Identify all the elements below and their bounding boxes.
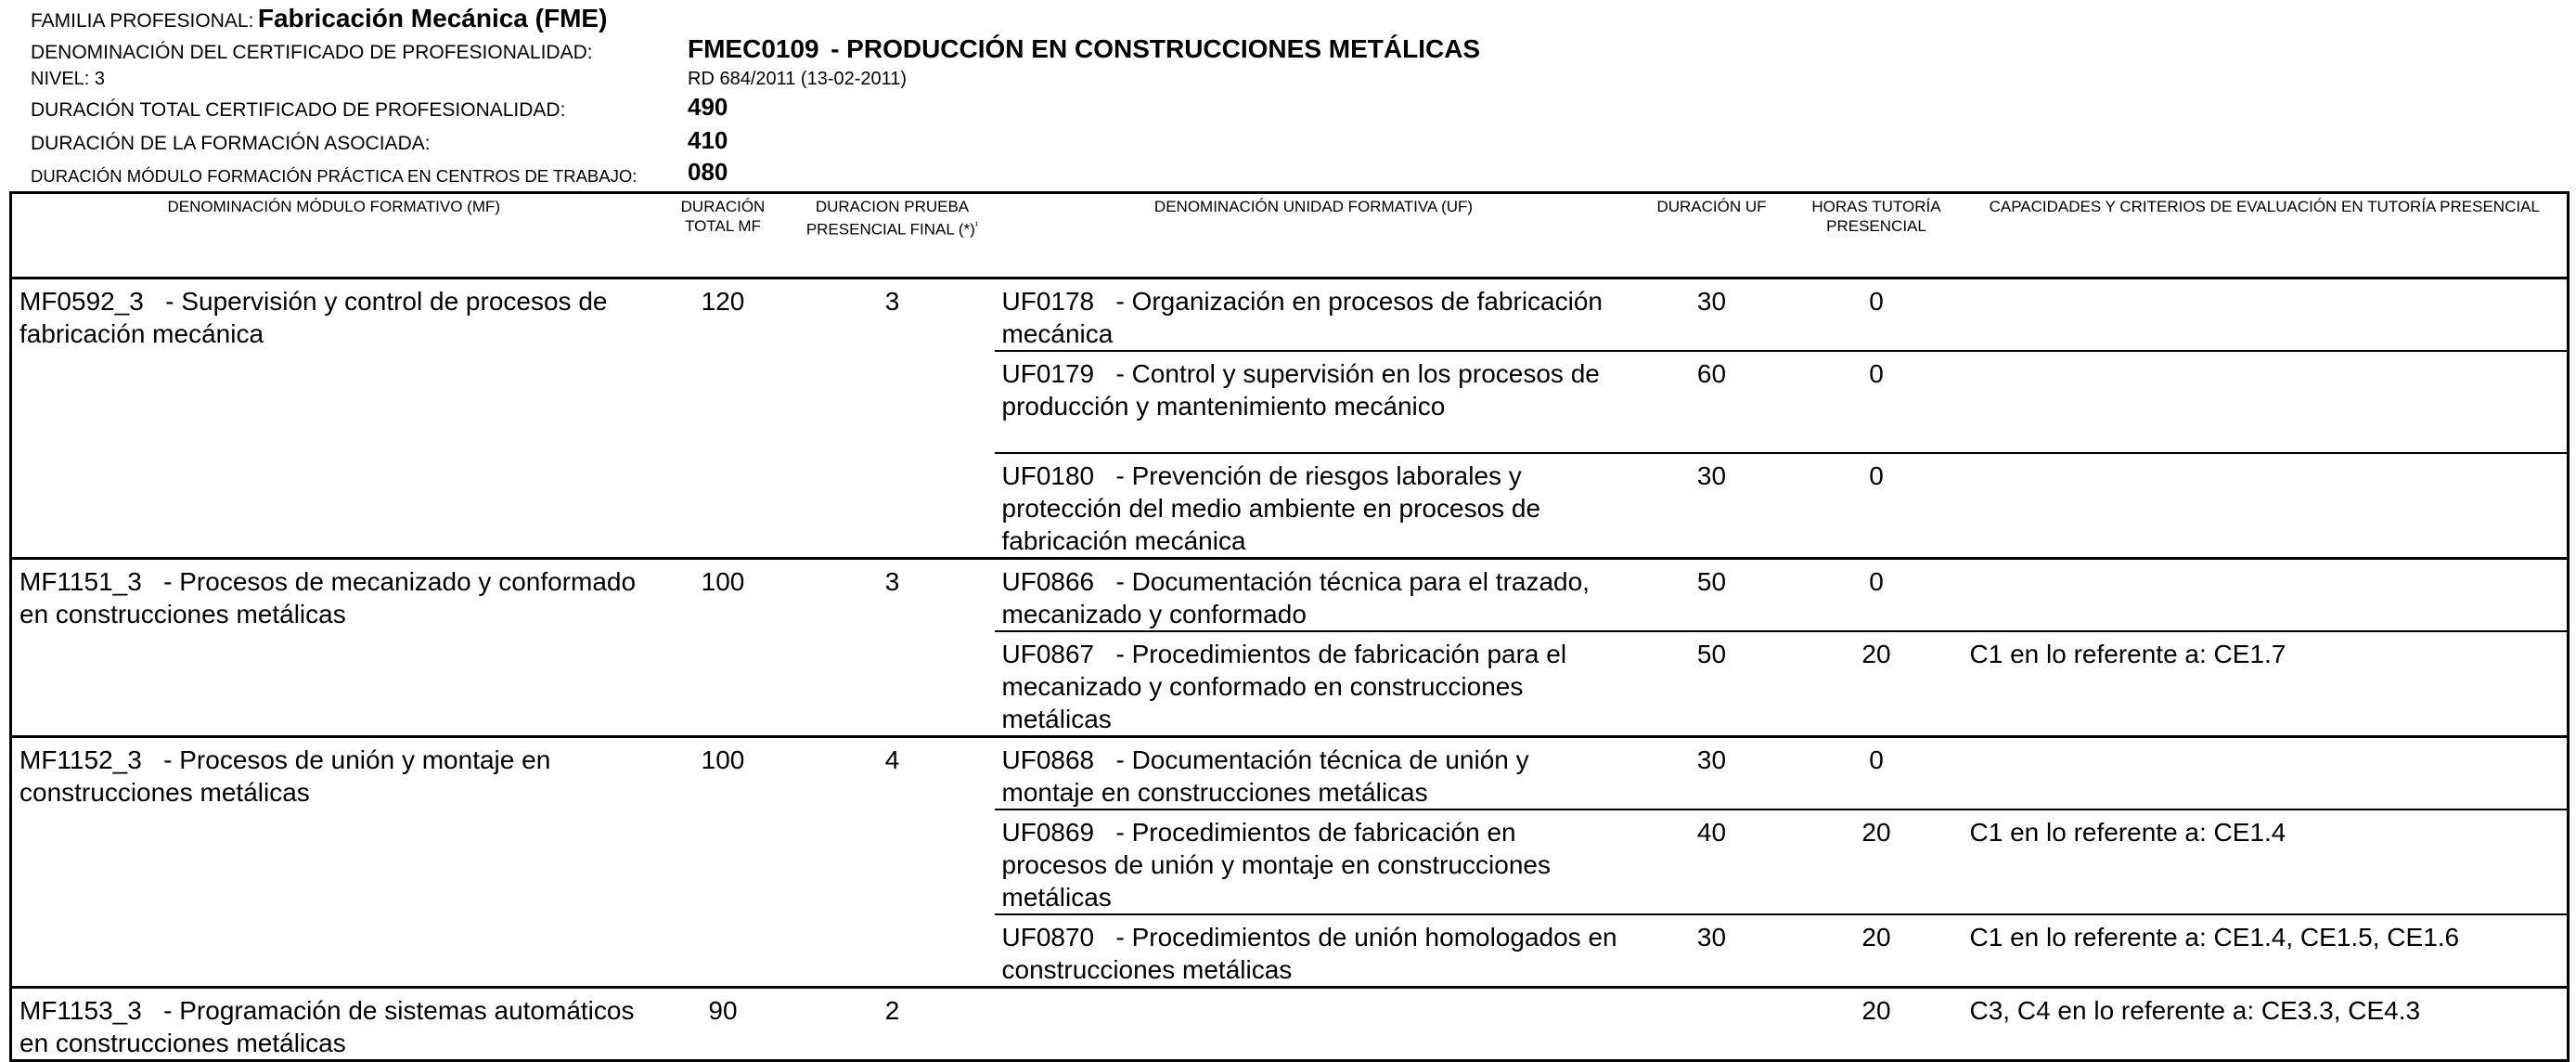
- unit-duracion: 30: [1633, 914, 1791, 988]
- duracion-practica-label: DURACIÓN MÓDULO FORMACIÓN PRÁCTICA EN CENTROS DE TRABAJO:: [31, 166, 638, 186]
- module-cell: [11, 278, 656, 559]
- unit-code: UF0870: [1001, 923, 1095, 952]
- certificado-name: - PRODUCCIÓN EN CONSTRUCCIONES METÁLICAS: [831, 34, 1481, 63]
- familia-label: FAMILIA PROFESIONAL:: [31, 10, 254, 32]
- duracion-total-value: 490: [688, 93, 728, 121]
- module-cell: [11, 559, 656, 737]
- unit-horas: 0: [1791, 351, 1963, 453]
- unit-capacidades: [1963, 737, 2569, 810]
- col-header-uf: DENOMINACIÓN UNIDAD FORMATIVA (UF): [995, 193, 1633, 278]
- unit-cell: [995, 737, 1633, 810]
- table-header-row: [11, 193, 2569, 278]
- module-name: - Procesos de unión y montaje en construcciones metálicas: [19, 745, 551, 807]
- table-row: [11, 737, 2569, 810]
- unit-code: UF0867: [1001, 640, 1095, 668]
- col-header-prueba-text: DURACION PRUEBA PRESENCIAL FINAL (*): [805, 198, 975, 239]
- unit-cell: [995, 988, 1633, 1061]
- unit-name: - Prevención de riesgos laborales y protección del medio ambiente en procesos de fabricación mecánica: [1001, 461, 1541, 555]
- unit-duracion: 30: [1633, 737, 1791, 810]
- unit-code: UF0868: [1001, 745, 1095, 774]
- familia-line: [31, 4, 607, 33]
- module-cell: [11, 737, 656, 988]
- module-cell: [11, 988, 656, 1061]
- duracion-total-label: DURACIÓN TOTAL CERTIFICADO DE PROFESIONALIDAD:: [31, 99, 566, 121]
- col-header-cap: CAPACIDADES Y CRITERIOS DE EVALUACIÓN EN TUTORÍA PRESENCIAL: [1963, 193, 2569, 278]
- unit-capacidades: C1 en lo referente a: CE1.7: [1963, 631, 2569, 737]
- unit-horas: 20: [1791, 631, 1963, 737]
- col-header-horas: HORAS TUTORÍA PRESENCIAL: [1791, 193, 1963, 278]
- unit-cell: [995, 914, 1633, 988]
- col-header-mf: DENOMINACIÓN MÓDULO FORMATIVO (MF): [11, 193, 656, 278]
- unit-duracion: 50: [1633, 631, 1791, 737]
- modules-table: [9, 191, 2570, 1062]
- module-code: MF1153_3: [19, 996, 142, 1025]
- module-duracion: 90: [656, 988, 791, 1061]
- col-header-prueba-mark: ¹: [974, 221, 979, 231]
- unit-code: UF0178: [1001, 287, 1095, 316]
- module-prueba: 2: [791, 988, 995, 1061]
- unit-capacidades: C1 en lo referente a: CE1.4: [1963, 809, 2569, 914]
- unit-name: - Control y supervisión en los procesos de producción y mantenimiento mecánico: [1001, 359, 1600, 421]
- table-row: [11, 278, 2569, 352]
- unit-name: - Organización en procesos de fabricación mecánica: [1001, 287, 1603, 348]
- module-prueba: 3: [791, 278, 995, 559]
- col-header-dur-mf: DURACIÓN TOTAL MF: [656, 193, 791, 278]
- duracion-formacion-label: DURACIÓN DE LA FORMACIÓN ASOCIADA:: [31, 133, 431, 154]
- table-row: [11, 988, 2569, 1061]
- unit-code: UF0869: [1001, 818, 1095, 847]
- col-header-prueba: [791, 193, 995, 278]
- module-prueba: 4: [791, 737, 995, 988]
- col-header-dur-uf: DURACIÓN UF: [1633, 193, 1791, 278]
- unit-cell: [995, 278, 1633, 352]
- module-prueba: 3: [791, 559, 995, 737]
- certificado-title: [688, 34, 1480, 64]
- unit-name: - Procedimientos de fabricación para el mecanizado y conformado en construcciones metálicas: [1001, 640, 1567, 733]
- unit-name: - Documentación técnica para el trazado, mecanizado y conformado: [1001, 567, 1590, 628]
- module-name: - Supervisión y control de procesos de fabricación mecánica: [19, 287, 608, 348]
- certificado-code: FMEC0109: [688, 34, 819, 63]
- unit-name: - Procedimientos de unión homologados en construcciones metálicas: [1001, 923, 1617, 984]
- module-duracion: 100: [656, 737, 791, 988]
- unit-capacidades: [1963, 278, 2569, 352]
- unit-horas: 20: [1791, 988, 1963, 1061]
- unit-capacidades: C3, C4 en lo referente a: CE3.3, CE4.3: [1963, 988, 2569, 1061]
- module-name: - Programación de sistemas automáticos en construcciones metálicas: [19, 996, 635, 1057]
- module-code: MF1152_3: [19, 745, 142, 774]
- module-name: - Procesos de mecanizado y conformado en construcciones metálicas: [19, 567, 637, 628]
- unit-capacidades: C1 en lo referente a: CE1.4, CE1.5, CE1.6: [1963, 914, 2569, 988]
- real-decreto: RD 684/2011 (13-02-2011): [688, 69, 908, 89]
- unit-horas: 0: [1791, 278, 1963, 352]
- unit-duracion: [1633, 988, 1791, 1061]
- table-row: [11, 559, 2569, 632]
- unit-name: - Documentación técnica de unión y montaje en construcciones metálicas: [1001, 745, 1529, 807]
- denominacion-label: DENOMINACIÓN DEL CERTIFICADO DE PROFESIONALIDAD:: [31, 42, 593, 63]
- unit-code: UF0179: [1001, 359, 1095, 388]
- unit-name: - Procedimientos de fabricación en procesos de unión y montaje en construcciones metálicas: [1001, 818, 1551, 912]
- nivel: NIVEL: 3: [31, 69, 106, 89]
- unit-cell: [995, 559, 1633, 632]
- module-duracion: 120: [656, 278, 791, 559]
- unit-duracion: 60: [1633, 351, 1791, 453]
- unit-capacidades: [1963, 351, 2569, 453]
- unit-cell: [995, 453, 1633, 559]
- unit-capacidades: [1963, 559, 2569, 632]
- unit-cell: [995, 631, 1633, 737]
- duracion-formacion-value: 410: [688, 126, 728, 154]
- module-duracion: 100: [656, 559, 791, 737]
- unit-duracion: 30: [1633, 453, 1791, 559]
- duracion-practica-value: 080: [688, 158, 728, 186]
- unit-code: UF0180: [1001, 461, 1095, 490]
- unit-horas: 20: [1791, 914, 1963, 988]
- unit-horas: 0: [1791, 737, 1963, 810]
- unit-horas: 20: [1791, 809, 1963, 914]
- unit-horas: 0: [1791, 559, 1963, 632]
- unit-duracion: 50: [1633, 559, 1791, 632]
- module-code: MF0592_3: [19, 287, 144, 316]
- unit-capacidades: [1963, 453, 2569, 559]
- unit-duracion: 40: [1633, 809, 1791, 914]
- module-code: MF1151_3: [19, 567, 142, 596]
- unit-duracion: 30: [1633, 278, 1791, 352]
- unit-code: UF0866: [1001, 567, 1095, 596]
- unit-horas: 0: [1791, 453, 1963, 559]
- unit-cell: [995, 809, 1633, 914]
- unit-cell: [995, 351, 1633, 453]
- familia-value: Fabricación Mecánica (FME): [257, 4, 608, 32]
